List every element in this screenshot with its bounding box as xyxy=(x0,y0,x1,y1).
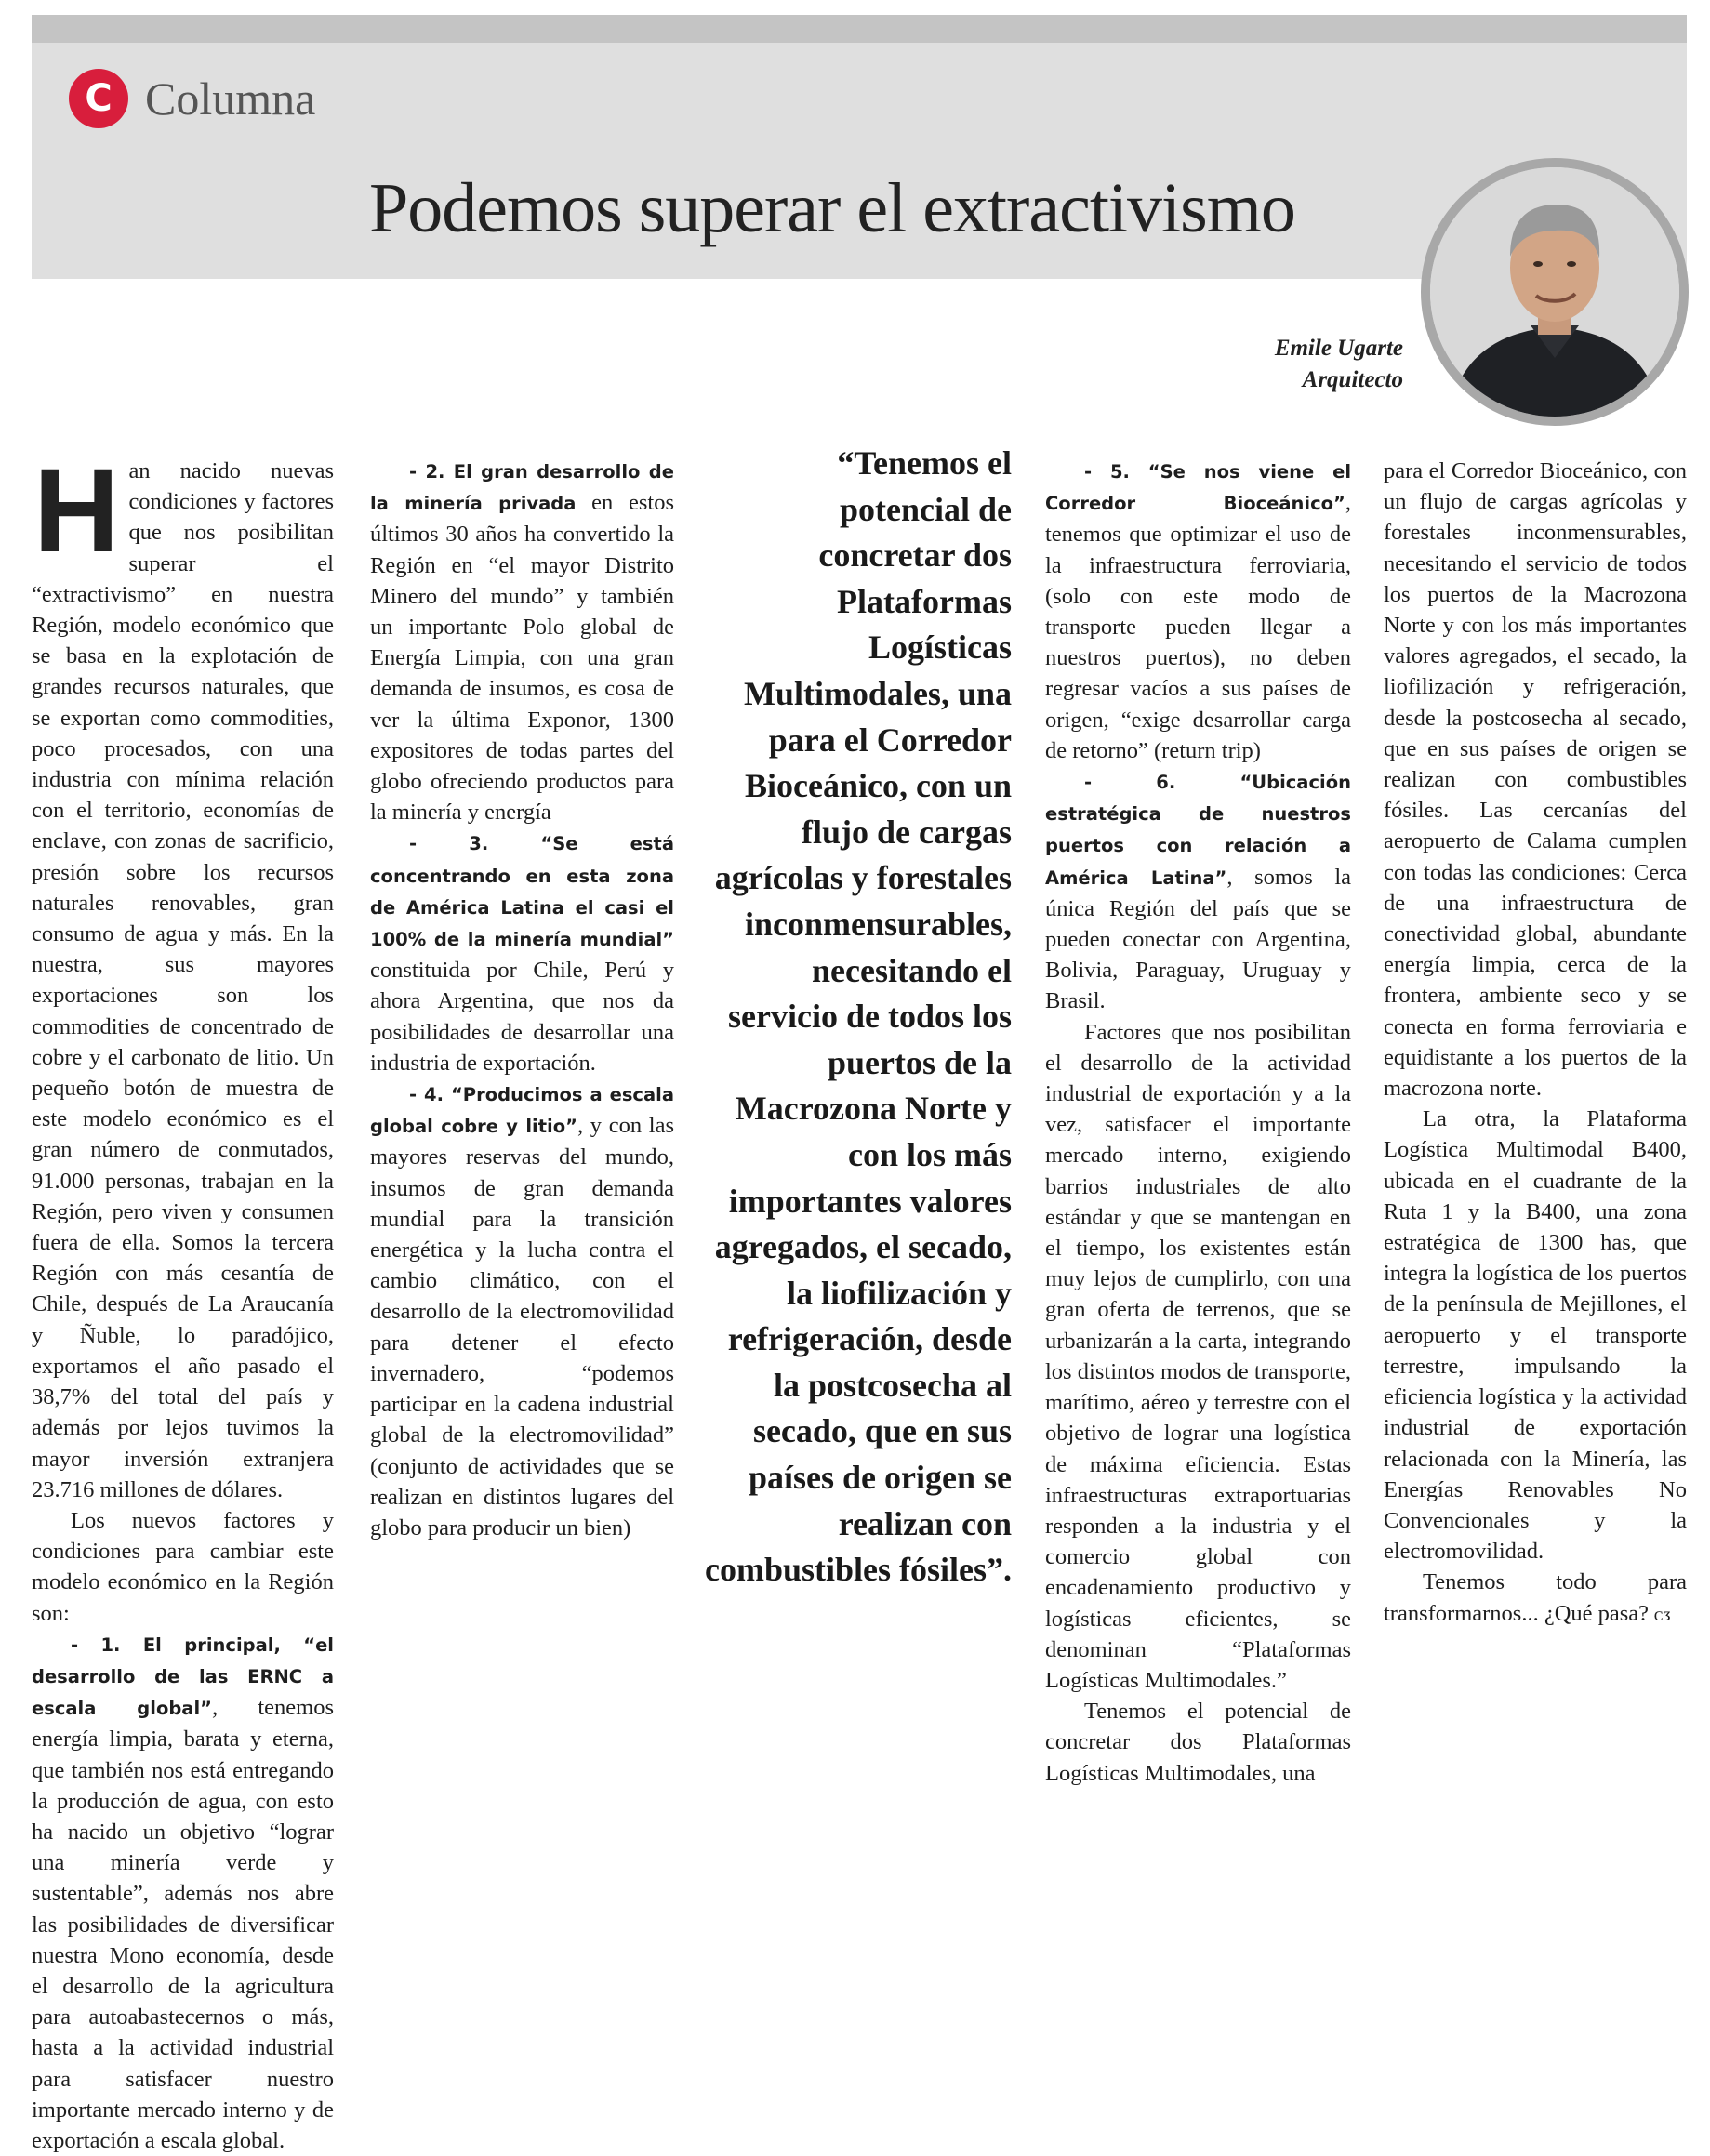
point-5-text: , tenemos que optimizar el uso de la infraestructura ferroviaria, (solo con este modo de transporte pueden llegar a nuestros puertos), no deben regresar vacíos a sus países de origen, “exige desarrollar carga de retorno” (return trip) xyxy=(1045,490,1351,763)
author-name: Emile Ugarte xyxy=(1274,336,1403,361)
point-3 xyxy=(370,827,674,1078)
paragraph xyxy=(32,444,334,1505)
closing-paragraph xyxy=(1384,1567,1687,1630)
end-mark-icon: ᴄᴣ xyxy=(1654,1604,1671,1625)
author-byline xyxy=(1275,333,1403,396)
header-top-bar xyxy=(32,15,1687,43)
point-4 xyxy=(370,1078,674,1543)
paragraph-text: an nacido nuevas condiciones y factores que nos posibilitan superar el “extractivismo” en nuestra Región, modelo económico que se basa en la explotación de grandes recursos naturales, que se exportan como commodities, poco procesados, con una industria con mínima relación con el territorio, economías de enclave, con zonas de sacrificio, presión sobre los recursos naturales renovables, gran consumo de agua y más. En la nuestra, sus mayores exportaciones son los commodities de concentrado de cobre y el carbonato de litio. Un pequeño botón de muestra de este modelo económico es el gran número de conmutados, 91.000 personas, trabajan en la Región, pero viven y consumen fuera de ella. Somos la tercera Región con más cesantía de Chile, después de La Araucanía y Ñuble, lo paradójico, exportamos el año pasado el 38,7% del total del país y además por lejos tuvimos la mayor inversión extranjera 23.716 millones de dólares. xyxy=(32,458,334,1502)
section-label-text: Columna xyxy=(145,73,316,125)
point-6-text: , somos la única Región del país que se pueden conectar con Argentina, Bolivia, Paraguay, Uruguay y Brasil. xyxy=(1045,864,1352,1014)
paragraph: Factores que nos posibilitan el desarrollo de la actividad industrial de exportación y a la vez, satisfacer el importante mercado interno, exigiendo barrios industriales de alto estándar y que se mantengan en el tiempo, los existentes están muy lejos de cumplirlo, con una gran oferta de terrenos, que se urbanizarán a la carta, integrando los distintos modos de transporte, marítimo, aéreo y terrestre con el objetivo de lograr una logística de máxima eficiencia. Estas infraestructuras extraportuarias responden a la industria y el comercio global con encadenamiento productivo y logísticas eficientes, se denominan “Plataformas Logísticas Multimodales.” xyxy=(1045,1019,1351,1693)
column-badge-icon: C xyxy=(69,69,128,128)
article-column-1 xyxy=(32,444,334,2156)
point-2 xyxy=(370,456,674,827)
pull-quote: “Tenemos el potencial de concretar dos Plataformas Logísticas Multimodales, una para el Corredor Bioceánico, con un flujo de cargas agrícolas y forestales inconmensurables, necesitando el servicio de todos los puertos de la Macrozona Norte y con los más importantes valores agregados, el secado, la liofilización y refrigeración, desde la postcosecha al secado, que en sus países de origen se realizan con combustibles fósiles”. xyxy=(705,444,1013,1589)
point-1-lead: - 1. El principal, “el desarrollo de las ERNC a escala global” xyxy=(32,1634,334,1720)
point-3-text: constituida por Chile, Perú y ahora Argentina, que nos da posibilidades de desarrollar una industria de exportación. xyxy=(370,958,674,1076)
article-column-2-content xyxy=(370,456,674,1543)
point-1-text: , tenemos energía limpia, barata y eterna, que también nos está entregando la producción de agua, con esto ha nacido un objetivo “lograr una minería verde y sustentable”, además nos abre las posibilidades de diversificar nuestra Mono economía, desde el desarrollo de la agricultura para autoabastecernos o más, hasta a la actividad industrial para satisfacer nuestro importante mercado interno y de exportación a escala global. xyxy=(32,1695,334,2153)
article-column-4 xyxy=(1045,456,1351,1789)
drop-cap: H xyxy=(33,444,120,577)
point-4-text: , y con las mayores reservas del mundo, insumos de gran demanda mundial para la transición energética y la lucha contra el cambio climático, con el desarrollo de la electromovilidad para detener el efecto invernadero, “podemos participar en la cadena industrial global de la electromovilidad” (conjunto de actividades que se realizan en distintos lugares del globo para producir un bien) xyxy=(370,1113,675,1541)
author-role: Arquitecto xyxy=(1302,367,1403,392)
point-5 xyxy=(1045,456,1351,766)
point-5-lead: - 5. “Se nos viene el Corredor Bioceánico” xyxy=(1045,461,1351,515)
point-3-lead: - 3. “Se está concentrando en esta zona de América Latina el casi el 100% de la minería mundial” xyxy=(370,833,674,951)
headline: Podemos superar el extractivismo xyxy=(369,169,1295,247)
paragraph: Los nuevos factores y condiciones para cambiar este modelo económico en la Región son: xyxy=(32,1507,334,1626)
author-portrait-icon xyxy=(1430,167,1679,417)
point-4-lead: - 4. “Producimos a escala global cobre y litio” xyxy=(370,1084,674,1138)
point-2-text: en estos últimos 30 años ha convertido la Región en “el mayor Distrito Minero del mundo” y también un importante Polo global de Energía Limpia, con una gran demanda de insumos, es cosa de ver la última Exponor, 1300 expositores de todas partes del globo ofreciendo productos para la minería y energía xyxy=(370,490,674,826)
point-6 xyxy=(1045,766,1351,1017)
paragraph: Tenemos el potencial de concretar dos Plataformas Logísticas Multimodales, una xyxy=(1045,1699,1351,1786)
author-photo xyxy=(1421,158,1689,426)
point-6-lead: - 6. “Ubicación estratégica de nuestros puertos con relación a América Latina” xyxy=(1045,772,1351,889)
closing-text: Tenemos todo para transformarnos... ¿Qué pasa? xyxy=(1384,1569,1687,1626)
section-label xyxy=(69,69,315,128)
point-2-lead: - 2. El gran desarrollo de la minería privada xyxy=(370,461,674,515)
point-1 xyxy=(32,1629,334,2156)
paragraph: La otra, la Plataforma Logística Multimodal B400, ubicada en el cuadrante de la Ruta 1 y la B400, una zona estratégica de 1300 has, que integra la logística de los puertos de la península de Mejillones, el aeropuerto y el transporte terrestre, impulsando la eficiencia logística y la actividad industrial de exportación relacionada con la Minería, las Energías Renovables No Convencionales y la electromovilidad. xyxy=(1384,1106,1687,1565)
paragraph: para el Corredor Bioceánico, con un flujo de cargas agrícolas y forestales inconmensurables, necesitando el servicio de todos los puertos de la Macrozona Norte y con los más importantes valores agregados, el secado, la liofilización y refrigeración, desde la postcosecha al secado, que en sus países de origen se realizan con combustibles fósiles. Las cercanías del aeropuerto de Calama cumplen con todas las condiciones: Cerca de una infraestructura de conectividad global, abundante energía limpia, cerca de la frontera, ambiente seco y se conecta en forma ferroviaria e equidistante a los puertos de la macrozona norte. xyxy=(1384,458,1687,1102)
article-column-5 xyxy=(1384,456,1687,1631)
